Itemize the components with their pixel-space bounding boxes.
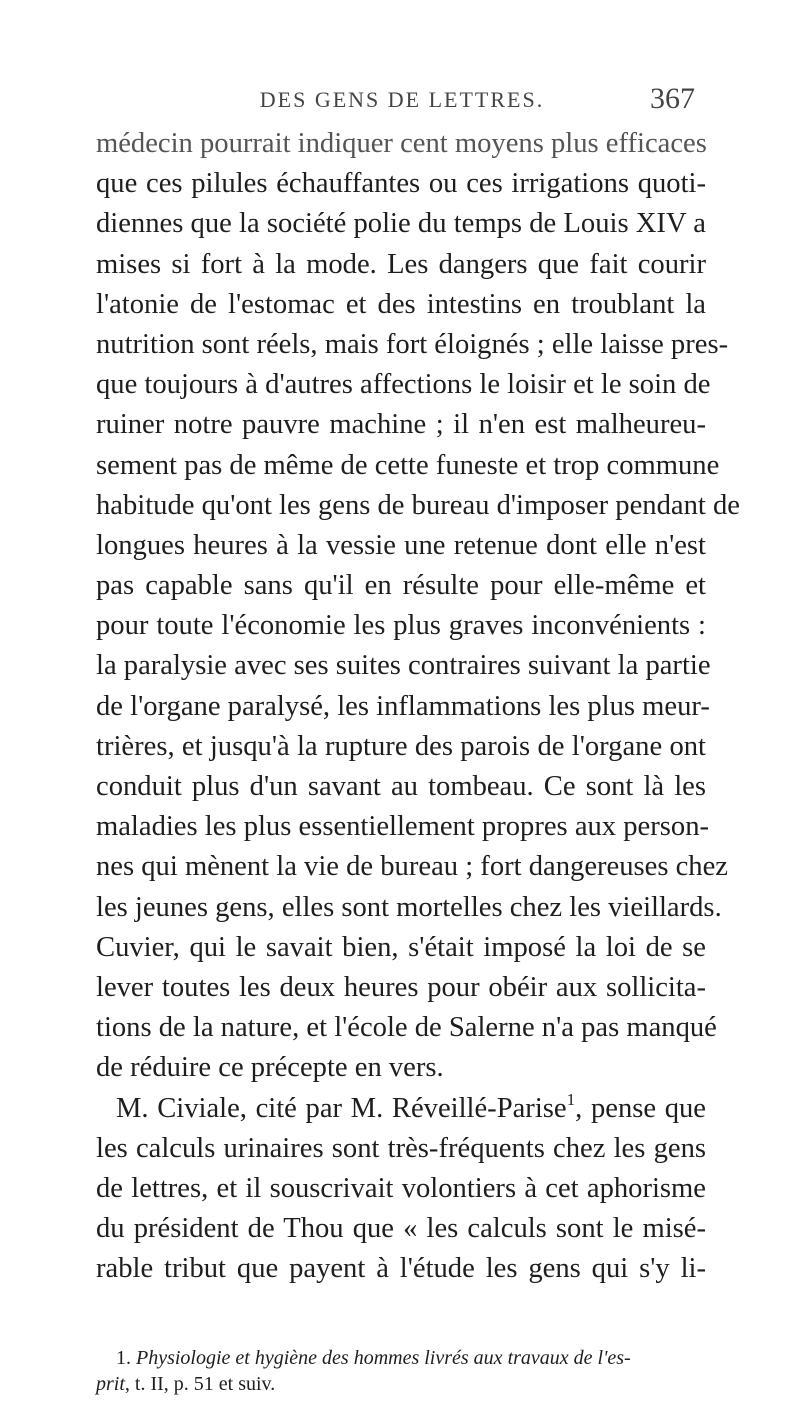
text-line: pas capable sans qu'il en résulte pour elle-même et xyxy=(96,570,706,602)
footnote-citation: , t. II, p. 51 et suiv. xyxy=(124,1373,276,1395)
running-head: DES GENS DE LETTRES. xyxy=(259,87,545,112)
text-line: l'atonie de l'estomac et des intestins en troublant la xyxy=(96,288,706,320)
footnote-title-cont: prit xyxy=(96,1373,125,1395)
text-line: Cuvier, qui le savait bien, s'était imposé la loi de se xyxy=(96,931,706,963)
text-line: de réduire ce précepte en vers. xyxy=(96,1052,444,1084)
text-line: sement pas de même de cette funeste et trop commune xyxy=(96,449,720,481)
footnote-line xyxy=(96,1345,706,1371)
text-line: pour toute l'économie les plus graves inconvénients : xyxy=(96,610,706,642)
text-line: conduit plus d'un savant au tombeau. Ce sont là les xyxy=(96,771,706,802)
text-line: diennes que la société polie du temps de Louis XIV a xyxy=(96,208,706,240)
text-line: longues heures à la vessie une retenue dont elle n'est xyxy=(96,529,706,561)
paragraph-start-line xyxy=(96,1089,706,1129)
text-line: du président de Thou que « les calculs sont le misé- xyxy=(96,1213,706,1245)
text-line: mises si fort à la mode. Les dangers que fait courir xyxy=(96,248,706,280)
text-line: de l'organe paralysé, les inflammations les plus meur- xyxy=(96,690,710,722)
text-span: , pense que xyxy=(575,1092,706,1124)
page-number: 367 xyxy=(650,82,695,115)
text-line: que ces pilules échauffantes ou ces irrigations quoti- xyxy=(96,168,706,200)
text-line: médecin pourrait indiquer cent moyens plus efficaces xyxy=(96,128,707,159)
footnote xyxy=(96,1345,706,1397)
text-line: habitude qu'ont les gens de bureau d'imposer pendant de xyxy=(96,489,740,521)
text-line: nes qui mènent la vie de bureau ; fort dangereuses chez xyxy=(96,851,728,883)
footnote-number: 1. xyxy=(116,1347,131,1369)
text-line: ruiner notre pauvre machine ; il n'en est malheureu- xyxy=(96,409,706,441)
text-line: maladies les plus essentiellement propres aux person- xyxy=(96,811,710,843)
footnote-title: Physiologie et hygiène des hommes livrés aux travaux de l'es- xyxy=(136,1347,631,1369)
footnote-line xyxy=(96,1371,706,1397)
text-line: la paralysie avec ses suites contraires suivant la partie xyxy=(96,650,711,682)
text-span: M. Civiale, cité par M. Réveillé-Parise xyxy=(116,1092,567,1124)
text-line: les calculs urinaires sont très-fréquents chez les gens xyxy=(96,1132,706,1164)
text-line: lever toutes les deux heures pour obéir aux sollicita- xyxy=(96,971,706,1003)
text-line: trières, et jusqu'à la rupture des parois de l'organe ont xyxy=(96,730,706,762)
footnote-reference[interactable]: 1 xyxy=(566,1089,576,1109)
main-text xyxy=(96,124,740,1289)
text-line: rable tribut que payent à l'étude les gens qui s'y li- xyxy=(96,1253,706,1285)
text-line: de lettres, et il souscrivait volontiers à cet aphorisme xyxy=(96,1172,706,1204)
text-line: les jeunes gens, elles sont mortelles chez les vieillards. xyxy=(96,891,722,923)
text-line: tions de la nature, et l'école de Salerne n'a pas manqué xyxy=(96,1012,717,1044)
text-line: nutrition sont réels, mais fort éloignés ; elle laisse pres- xyxy=(96,328,729,360)
text-line: que toujours à d'autres affections le loisir et le soin de xyxy=(96,369,711,401)
